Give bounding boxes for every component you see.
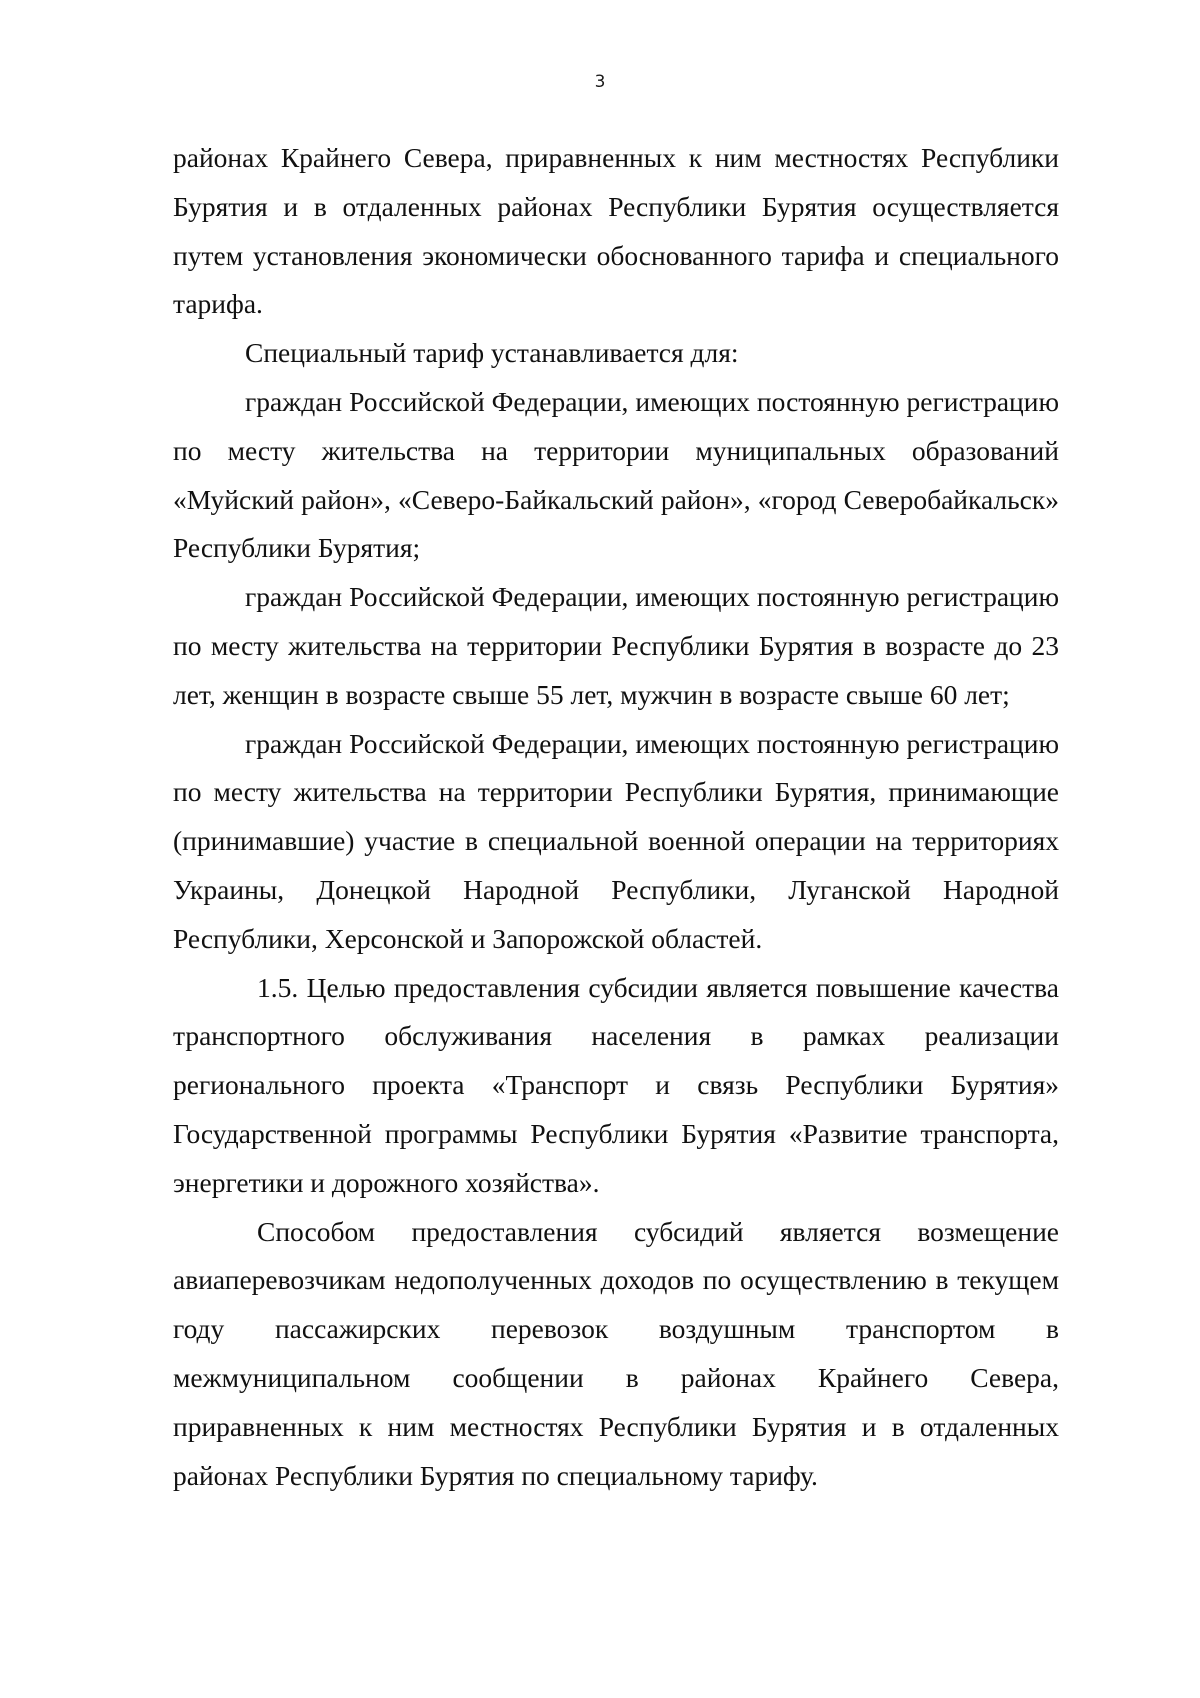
paragraph-1-5-subsidy-goal: 1.5. Целью предоставления субсидии является повышение качества транспортного обслуживания населения в рамках реализации регионального проекта «Транспорт и связь Республики Бурятия» Государственной программы Республики Бурятия «Развитие транспорта, энергетики и дорожного хозяйства». [173, 971, 1059, 1198]
page-number: 3 [594, 72, 606, 92]
paragraph-tariff-regions: районах Крайнего Севера, приравненных к ним местностях Республики Бурятия и в отдаленных районах Республики Бурятия осуществляется путем установления экономически обоснованного тарифа и специального тарифа. [173, 142, 1059, 320]
paragraph-citizens-age-groups: граждан Российской Федерации, имеющих постоянную регистрацию по месту жительства на территории Республики Бурятия в возрасте до 23 лет, женщин в возрасте свыше 55 лет, мужчин в возрасте свыше 60 лет; [173, 581, 1059, 710]
paragraph-special-tariff-intro: Специальный тариф устанавливается для: [245, 337, 739, 369]
paragraph-citizens-svo-participants: граждан Российской Федерации, имеющих постоянную регистрацию по месту жительства на территории Республики Бурятия, принимающие (принимавшие) участие в специальной военной операции на территориях Украины, Донецкой Народной Республики, Луганской Народной Республики, Херсонской и Запорожской областей. [173, 727, 1059, 954]
paragraph-citizens-muya-severobaikalsk: граждан Российской Федерации, имеющих постоянную регистрацию по месту жительства на территории муниципальных образований «Муйский район», «Северо-Байкальский район», «город Северобайкальск» Республики Бурятия; [173, 385, 1059, 564]
paragraph-subsidy-method: Способом предоставления субсидий является возмещение авиаперевозчикам недополученных доходов по осуществлению в текущем году пассажирских перевозок воздушным транспортом в межмуниципальном сообщении в районах Крайнего Севера, приравненных к ним местностях Республики Бурятия и в отдаленных районах Республики Бурятия по специальному тарифу. [173, 1215, 1059, 1491]
document-body [173, 134, 1059, 1500]
